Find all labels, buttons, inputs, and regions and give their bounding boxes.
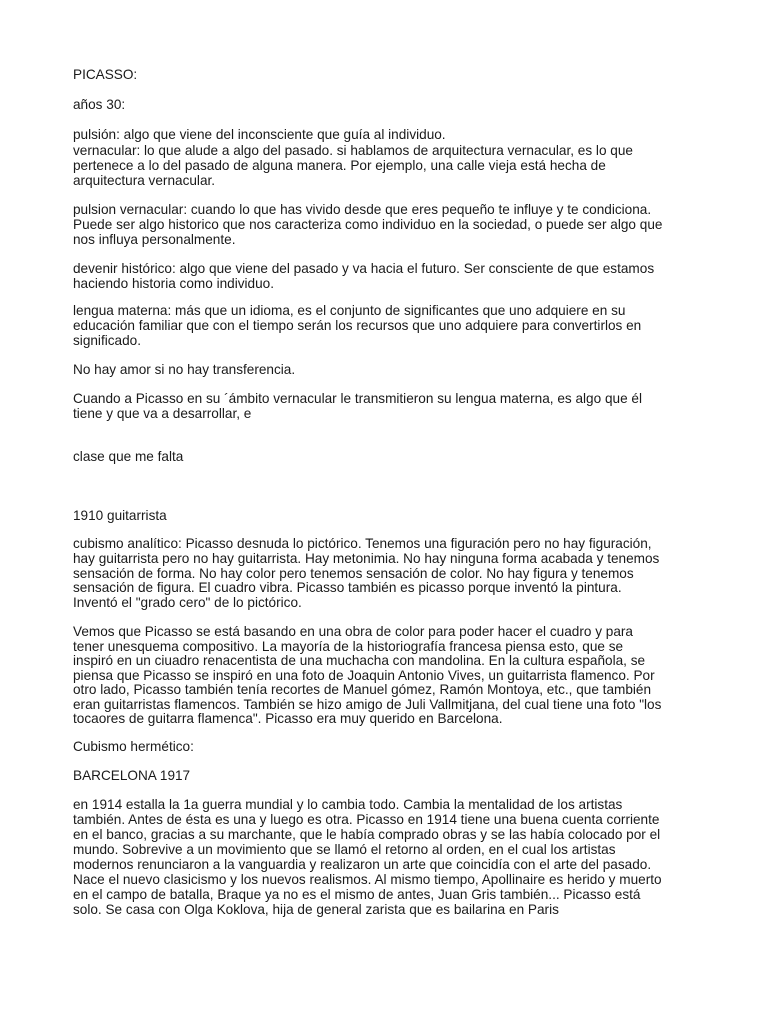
text-line: tocaores de guitarra flamenca". Picasso era muy querido en Barcelona. (73, 711, 503, 726)
text-line: eran guitarristas flamencos. También se hizo amigo de Juli Vallmitjana, del cual tiene una foto "los (73, 697, 662, 712)
text-line: pulsion vernacular: cuando lo que has vivido desde que eres pequeño te influye y te condiciona. (73, 202, 652, 217)
text-line: Puede ser algo historico que nos caracteriza como individuo en la sociedad, o puede ser algo que (73, 217, 663, 232)
text-line: tiene y que va a desarrollar, e (73, 406, 252, 421)
text-line: pertenece a lo del pasado de alguna manera. Por ejemplo, una calle vieja está hecha de (73, 158, 606, 173)
text-line: sensación de figura. El cuadro vibra. Picasso también es picasso porque inventó la pintura. (73, 580, 622, 595)
document-title: PICASSO: (73, 67, 138, 82)
section-heading: Cubismo hermético: (73, 739, 194, 754)
text-line: solo. Se casa con Olga Koklova, hija de general zarista que es bailarina en Paris (73, 902, 559, 917)
text-line: clase que me falta (73, 449, 184, 464)
text-line: nos influya personalmente. (73, 232, 236, 247)
text-line: hay guitarrista pero no hay guitarrista. Hay metonimia. No hay ninguna forma acabada y tenemos (73, 551, 660, 566)
text-line: Cuando a Picasso en su ´ámbito vernacular le transmitieron su lengua materna, es algo que él (73, 391, 642, 406)
text-line: No hay amor si no hay transferencia. (73, 362, 296, 377)
section-heading: años 30: (73, 97, 126, 112)
text-line: haciendo historia como individuo. (73, 276, 275, 291)
text-line: inspiró en un ciuadro renacentista de una muchacha con mandolina. En la cultura española, se (73, 653, 646, 668)
text-line: modernos renunciaron a la vanguardia y realizaron un arte que coincidía con el arte del pasado. (73, 857, 652, 872)
text-line: cubismo analítico: Picasso desnuda lo pictórico. Tenemos una figuración pero no hay figuración, (73, 536, 652, 551)
text-line: otro lado, Picasso también tenía recortes de Manuel gómez, Ramón Montoya, etc., que también (73, 682, 652, 697)
text-line: Inventó el "grado cero" de lo pictórico. (73, 595, 302, 610)
text-line: pulsión: algo que viene del inconsciente que guía al individuo. (73, 127, 446, 142)
text-line: tener unesquema compositivo. La mayoría de la historiografía francesa piensa esto, que se (73, 639, 624, 654)
text-line: en el banco, gracias a su marchante, que le había comprado obras y se las había colocado por el (73, 827, 661, 842)
text-line: sensación de forma. No hay color pero tenemos sensación de color. No hay figura y tenemos (73, 566, 634, 581)
text-line: Vemos que Picasso se está basando en una obra de color para poder hacer el cuadro y para (73, 624, 633, 639)
text-line: Nace el nuevo clasicismo y los nuevos realismos. Al mismo tiempo, Apollinaire es herido y muerto (73, 872, 662, 887)
text-line: también. Antes de ésta es una y luego es otra. Picasso en 1914 tiene una buena cuenta corriente (73, 812, 660, 827)
section-heading: BARCELONA 1917 (73, 768, 191, 783)
text-line: en el campo de batalla, Braque ya no es el mismo de antes, Juan Gris también... Picasso está (73, 887, 641, 902)
section-heading: 1910 guitarrista (73, 508, 167, 523)
text-line: vernacular: lo que alude a algo del pasado. si hablamos de arquitectura vernacular, es lo que (73, 143, 633, 158)
text-line: arquitectura vernacular. (73, 173, 216, 188)
text-line: educación familiar que con el tiempo serán los recursos que uno adquiere para convertirlos en (73, 318, 642, 333)
text-line: devenir histórico: algo que viene del pasado y va hacia el futuro. Ser consciente de que estamos (73, 261, 655, 276)
text-line: piensa que Picasso se inspiró en una foto de Joaquin Antonio Vives, un guitarrista flamenco. Por (73, 668, 655, 683)
text-line: mundo. Sobrevive a un movimiento que se llamó el retorno al orden, en el cual los artistas (73, 842, 616, 857)
text-line: en 1914 estalla la 1a guerra mundial y lo cambia todo. Cambia la mentalidad de los artistas (73, 797, 623, 812)
text-line: lengua materna: más que un idioma, es el conjunto de significantes que uno adquiere en su (73, 303, 626, 318)
text-line: significado. (73, 333, 142, 348)
